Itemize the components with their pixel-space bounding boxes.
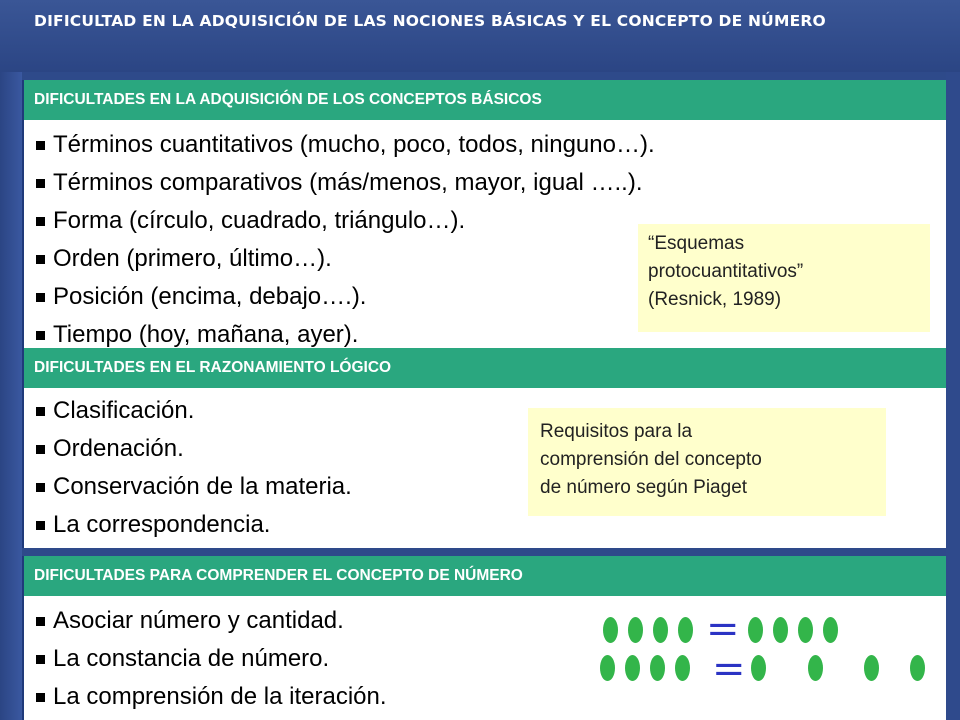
counter-dot: [773, 617, 788, 643]
equals-sign: =: [706, 606, 740, 652]
bullet-icon: [36, 217, 45, 226]
equals-sign: =: [712, 646, 746, 692]
counter-dot: [678, 617, 693, 643]
bullet-icon: [36, 293, 45, 302]
slide-title: DIFICULTAD EN LA ADQUISICIÓN DE LAS NOCIONES BÁSICAS Y EL CONCEPTO DE NÚMERO: [34, 12, 826, 30]
logical-reasoning-list: [34, 392, 352, 544]
list-item: Ordenación.: [34, 430, 352, 468]
resnick-note: “Esquemas protocuantitativos” (Resnick, 1989): [638, 224, 930, 332]
bullet-icon: [36, 445, 45, 454]
bullet-icon: [36, 521, 45, 530]
section-header: DIFICULTADES EN EL RAZONAMIENTO LÓGICO: [24, 348, 946, 388]
list-item: La comprensión de la iteración.: [34, 678, 387, 716]
list-item: Conservación de la materia.: [34, 468, 352, 506]
list-item: Términos comparativos (más/menos, mayor, igual …..).: [34, 164, 655, 202]
left-decoration-strip: [0, 72, 22, 720]
list-item: Clasificación.: [34, 392, 352, 430]
section-header: DIFICULTADES EN LA ADQUISICIÓN DE LOS CONCEPTOS BÁSICOS: [24, 80, 946, 120]
list-item: La constancia de número.: [34, 640, 387, 678]
bullet-icon: [36, 255, 45, 264]
section-basic-concepts: [22, 80, 946, 348]
counter-dot: [600, 655, 615, 681]
counter-dot: [751, 655, 766, 681]
counter-dot: [675, 655, 690, 681]
counter-dot: [625, 655, 640, 681]
counter-dot: [748, 617, 763, 643]
piaget-note: Requisitos para la comprensión del concepto de número según Piaget: [528, 408, 886, 516]
bullet-icon: [36, 331, 45, 340]
counter-dot: [823, 617, 838, 643]
list-item: La correspondencia.: [34, 506, 352, 544]
counter-dot: [798, 617, 813, 643]
counter-dot: [650, 655, 665, 681]
bullet-icon: [36, 179, 45, 188]
bullet-icon: [36, 407, 45, 416]
title-bar: [0, 0, 960, 72]
basic-concepts-list: [34, 126, 655, 354]
list-item: Forma (círculo, cuadrado, triángulo…).: [34, 202, 655, 240]
counter-dot: [628, 617, 643, 643]
counter-dot: [603, 617, 618, 643]
list-item: Tiempo (hoy, mañana, ayer).: [34, 316, 655, 354]
list-item: Asociar número y cantidad.: [34, 602, 387, 640]
counter-dot: [653, 617, 668, 643]
counter-dot: [864, 655, 879, 681]
section-logical-reasoning: [22, 348, 946, 548]
section-header: DIFICULTADES PARA COMPRENDER EL CONCEPTO DE NÚMERO: [24, 556, 946, 596]
bullet-icon: [36, 483, 45, 492]
right-decoration-strip: [946, 72, 960, 720]
list-item: Posición (encima, debajo….).: [34, 278, 655, 316]
counter-dot: [808, 655, 823, 681]
list-item: Términos cuantitativos (mucho, poco, todos, ninguno…).: [34, 126, 655, 164]
counter-dot: [910, 655, 925, 681]
section-number-concept: [22, 556, 946, 720]
bullet-icon: [36, 141, 45, 150]
number-constancy-illustration: [24, 556, 948, 720]
list-item: Orden (primero, último…).: [34, 240, 655, 278]
